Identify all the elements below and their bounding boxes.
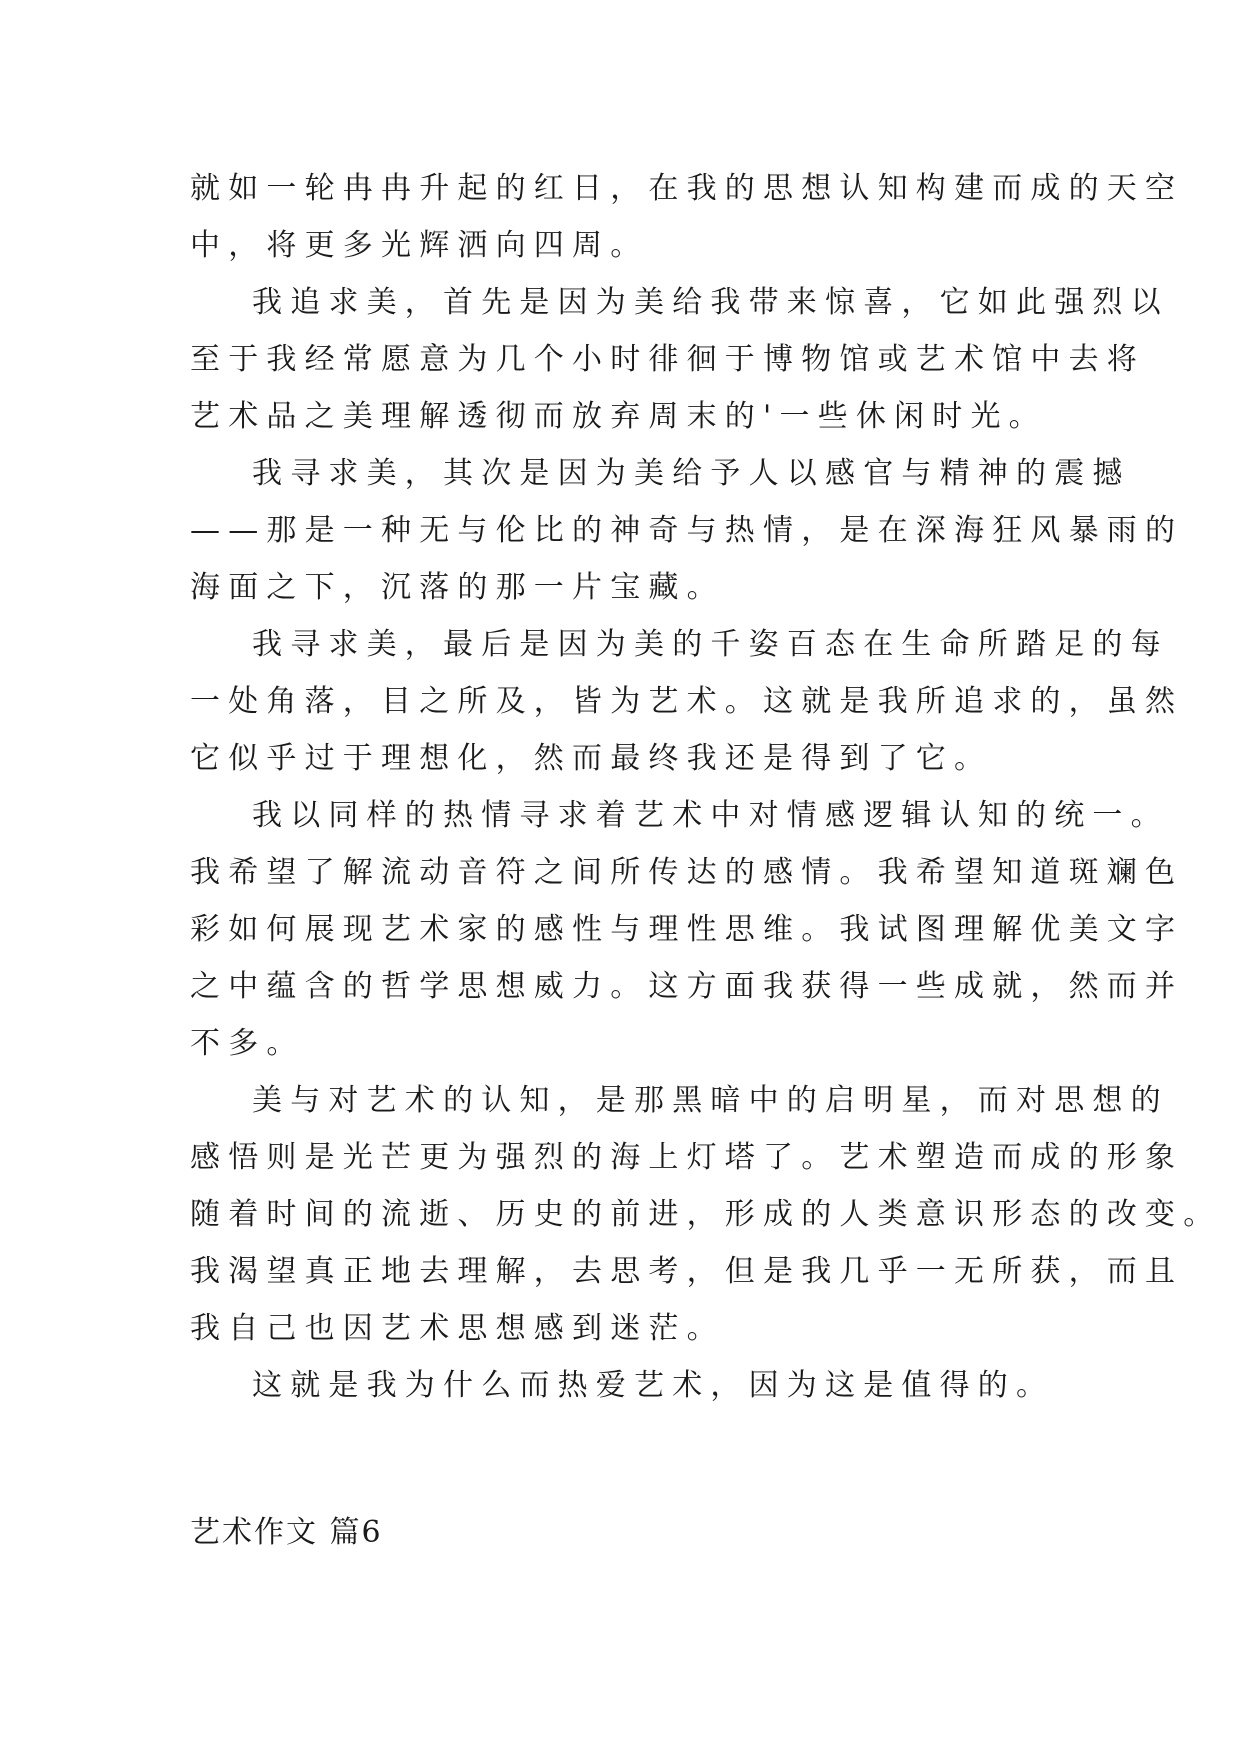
paragraph xyxy=(190,274,1169,445)
paragraph xyxy=(190,616,1184,787)
text-line: 海面之下，沉落的那一片宝藏。 xyxy=(190,570,725,605)
text-line: 它似乎过于理想化，然而最终我还是得到了它。 xyxy=(190,741,993,776)
paragraph xyxy=(190,1357,1055,1414)
text-line: 之中蕴含的哲学思想威力。这方面我获得一些成就，然而并 xyxy=(190,969,1184,1004)
text-line: 感悟则是光芒更为强烈的海上灯塔了。艺术塑造而成的形象 xyxy=(190,1140,1184,1175)
text-line: 美与对艺术的认知，是那黑暗中的启明星，而对思想的 xyxy=(252,1083,1169,1118)
text-line: 中，将更多光辉洒向四周。 xyxy=(190,228,649,263)
text-line: 这就是我为什么而热爱艺术，因为这是值得的。 xyxy=(252,1368,1055,1403)
text-line: 至于我经常愿意为几个小时徘徊于博物馆或艺术馆中去将 xyxy=(190,342,1145,377)
text-line: 我以同样的热情寻求着艺术中对情感逻辑认知的统一。 xyxy=(252,798,1169,833)
text-line: 一处角落，目之所及，皆为艺术。这就是我所追求的，虽然 xyxy=(190,684,1184,719)
paragraph xyxy=(190,160,1184,274)
text-line: 我追求美，首先是因为美给我带来惊喜，它如此强烈以 xyxy=(252,285,1169,320)
paragraph xyxy=(190,445,1184,616)
text-line: 我渴望真正地去理解，去思考，但是我几乎一无所获，而且 xyxy=(190,1254,1184,1289)
document-page xyxy=(190,160,1222,1561)
text-line: 我寻求美，最后是因为美的千姿百态在生命所踏足的每 xyxy=(252,627,1169,662)
paragraph xyxy=(190,1072,1222,1357)
section-heading: 艺术作文 篇6 xyxy=(190,1515,383,1550)
section-gap xyxy=(190,1414,1050,1504)
text-line: 不多。 xyxy=(190,1026,305,1061)
text-line: 我寻求美，其次是因为美给予人以感官与精神的震撼 xyxy=(252,456,1131,491)
text-line: 艺术品之美理解透彻而放弃周末的'一些休闲时光。 xyxy=(190,399,1047,434)
text-line: 随着时间的流逝、历史的前进，形成的人类意识形态的改变。 xyxy=(190,1197,1222,1232)
text-line: 我希望了解流动音符之间所传达的感情。我希望知道斑斓色 xyxy=(190,855,1184,890)
text-line: 我自己也因艺术思想感到迷茫。 xyxy=(190,1311,725,1346)
text-line: 就如一轮冉冉升起的红日，在我的思想认知构建而成的天空 xyxy=(190,171,1184,206)
text-line: ——那是一种无与伦比的神奇与热情，是在深海狂风暴雨的 xyxy=(190,513,1184,548)
paragraph xyxy=(190,787,1184,1072)
text-line: 彩如何展现艺术家的感性与理性思维。我试图理解优美文字 xyxy=(190,912,1184,947)
